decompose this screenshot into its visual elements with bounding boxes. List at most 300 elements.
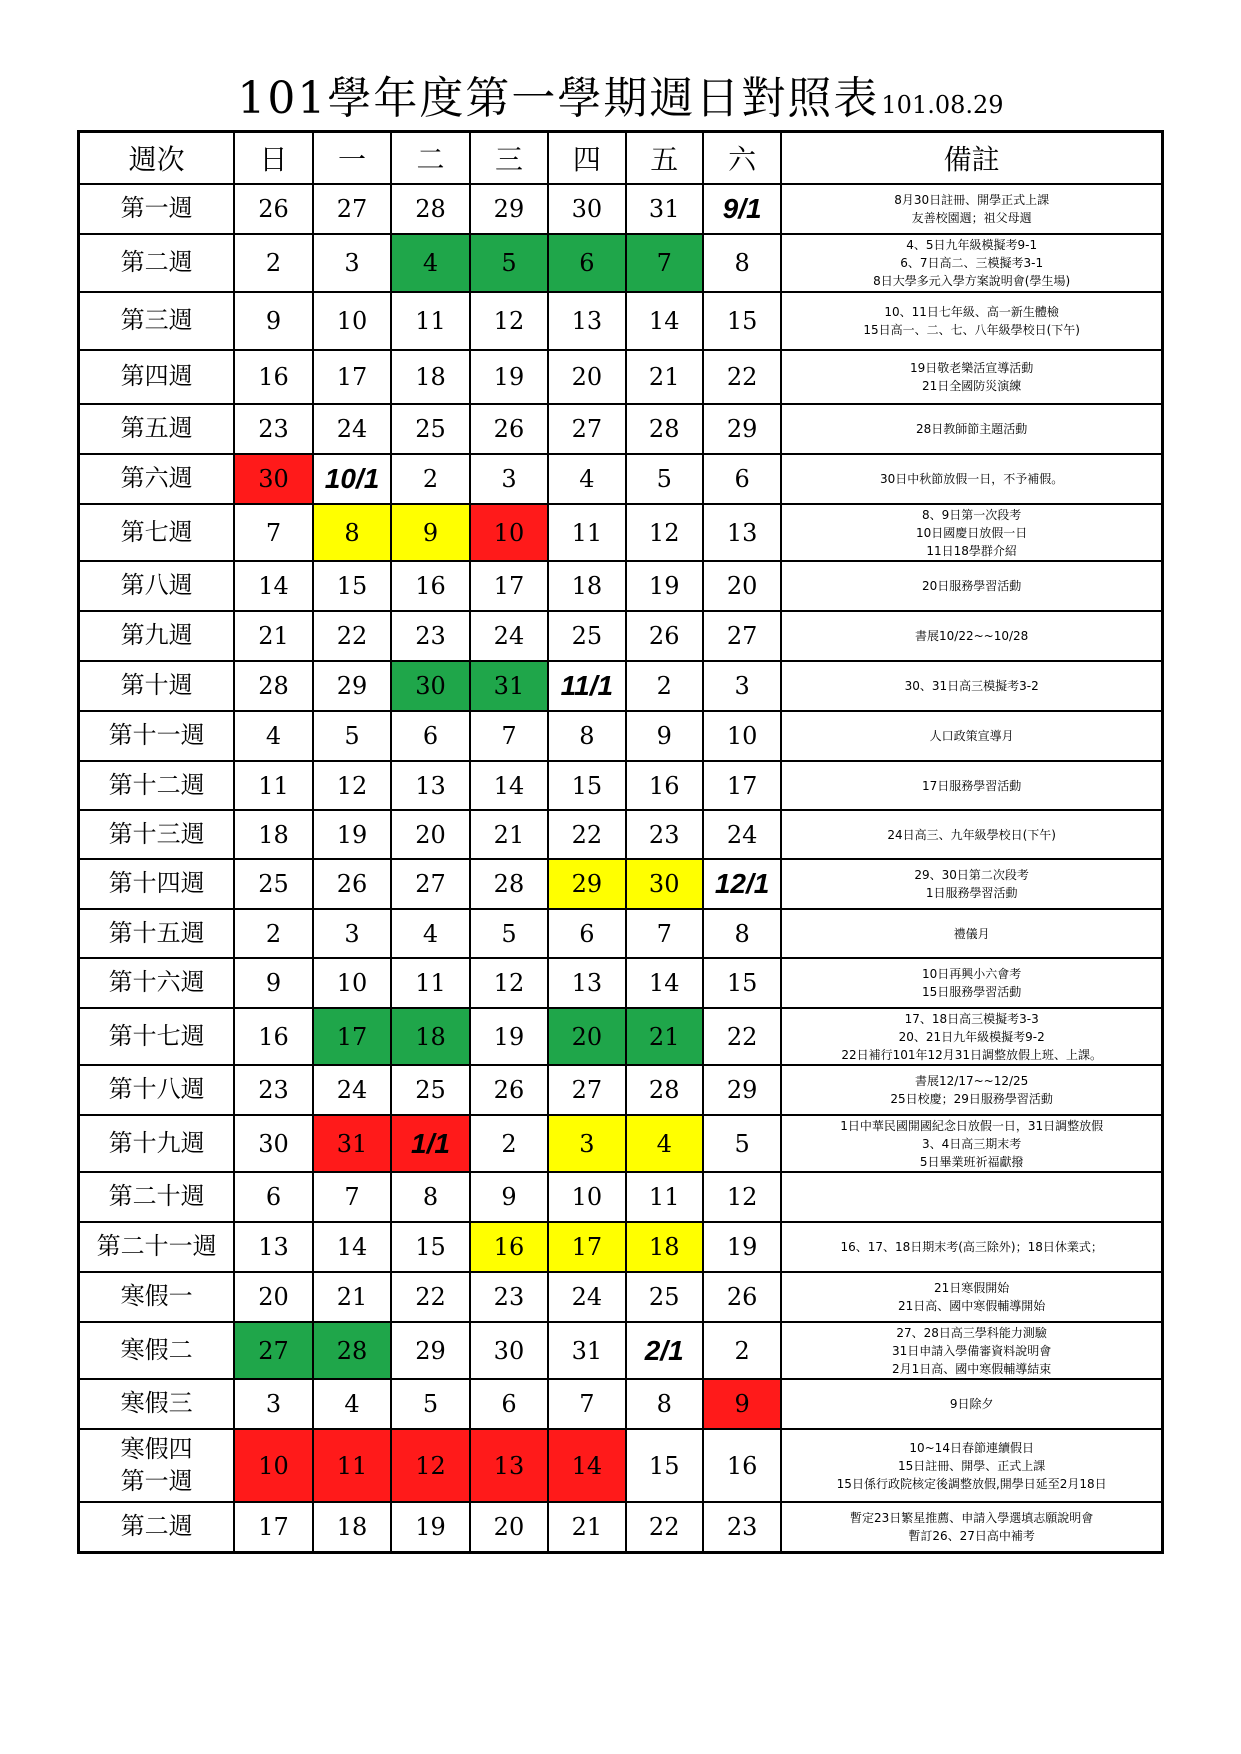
day-cell: 30 (470, 1322, 548, 1379)
week-label (79, 561, 235, 611)
day-cell: 14 (234, 561, 312, 611)
week-label (79, 761, 235, 810)
day-cell: 11 (234, 761, 312, 810)
week-label-line: 寒假四 (120, 1435, 193, 1464)
day-cell: 23 (234, 1065, 312, 1115)
note-line: 30、31日高三模擬考3-2 (904, 679, 1039, 693)
day-cell: 14 (626, 958, 703, 1008)
note-line: 10~14日春節連續假日 (909, 1440, 1034, 1455)
note-line: 21日全國防災演練 (922, 379, 1022, 393)
day-cell: 17 (703, 761, 781, 810)
page-title (0, 62, 1241, 126)
day-cell: 22 (391, 1272, 469, 1322)
day-cell: 9 (470, 1172, 548, 1222)
day-cell: 23 (626, 810, 703, 859)
day-cell: 4 (234, 711, 312, 761)
week-label-line: 第九週 (120, 621, 193, 650)
day-cell: 30 (234, 454, 312, 504)
day-cell: 8 (703, 909, 781, 958)
day-cell: 28 (234, 661, 312, 711)
week-row (79, 611, 1163, 661)
day-cell: 15 (703, 292, 781, 350)
week-label (79, 859, 235, 909)
week-row (79, 909, 1163, 958)
week-row (79, 958, 1163, 1008)
notes-cell (781, 292, 1162, 350)
day-cell: 27 (548, 404, 625, 454)
day-cell: 12 (313, 761, 391, 810)
note-line: 1日服務學習活動 (925, 886, 1018, 900)
day-cell: 25 (548, 611, 625, 661)
notes-cell (781, 1172, 1162, 1222)
day-cell: 9 (703, 1379, 781, 1429)
day-cell: 27 (234, 1322, 312, 1379)
week-calendar-table (77, 130, 1164, 1554)
day-cell: 11 (548, 504, 625, 561)
day-cell: 7 (626, 909, 703, 958)
week-row (79, 761, 1163, 810)
notes-cell (781, 661, 1162, 711)
day-cell: 3 (703, 661, 781, 711)
day-cell: 15 (548, 761, 625, 810)
day-cell: 9 (234, 292, 312, 350)
notes-cell (781, 184, 1162, 234)
day-cell: 8 (391, 1172, 469, 1222)
day-cell: 18 (626, 1222, 703, 1272)
note-line: 禮儀月 (953, 926, 990, 941)
day-cell: 10 (703, 711, 781, 761)
day-cell: 24 (470, 611, 548, 661)
week-row (79, 1272, 1163, 1322)
day-cell: 26 (470, 404, 548, 454)
week-label (79, 350, 235, 404)
day-cell: 3 (470, 454, 548, 504)
header-tue: 二 (391, 132, 469, 185)
header-week: 週次 (79, 132, 235, 185)
note-line: 暫訂26、27日高中補考 (908, 1528, 1035, 1543)
note-line: 暫定23日繁星推薦、申請入學選填志願說明會 (850, 1510, 1094, 1525)
week-row (79, 661, 1163, 711)
day-cell: 12/1 (703, 859, 781, 909)
week-row (79, 1065, 1163, 1115)
day-cell: 8 (703, 234, 781, 292)
day-cell: 31 (313, 1115, 391, 1172)
day-cell: 14 (470, 761, 548, 810)
day-cell: 13 (548, 958, 625, 1008)
note-line: 1日中華民國開國紀念日放假一日，31日調整放假 (840, 1118, 1104, 1133)
note-line: 8日大學多元入學方案說明會(學生場) (873, 274, 1071, 288)
day-cell: 11 (626, 1172, 703, 1222)
day-cell: 13 (548, 292, 625, 350)
day-cell: 6 (234, 1172, 312, 1222)
note-line: 5日畢業班祈福獻撥 (919, 1154, 1024, 1169)
day-cell: 2 (470, 1115, 548, 1172)
day-cell: 16 (391, 561, 469, 611)
note-line: 8月30日註冊、開學正式上課 (894, 193, 1050, 207)
notes-cell (781, 810, 1162, 859)
day-cell: 31 (548, 1322, 625, 1379)
notes-cell (781, 611, 1162, 661)
week-row (79, 234, 1163, 292)
note-line: 15日係行政院核定後調整放假,開學日延至2月18日 (836, 1476, 1107, 1491)
note-line: 友善校園週；祖父母週 (911, 211, 1032, 225)
day-cell: 14 (548, 1429, 625, 1502)
day-cell: 7 (626, 234, 703, 292)
day-cell: 9 (391, 504, 469, 561)
week-label (79, 711, 235, 761)
day-cell: 27 (313, 184, 391, 234)
day-cell: 17 (470, 561, 548, 611)
header-sun: 日 (234, 132, 312, 185)
day-cell: 30 (234, 1115, 312, 1172)
day-cell: 13 (234, 1222, 312, 1272)
week-label (79, 661, 235, 711)
day-cell: 5 (703, 1115, 781, 1172)
note-line: 15日服務學習活動 (922, 985, 1022, 999)
week-label (79, 1008, 235, 1065)
notes-cell (781, 404, 1162, 454)
day-cell: 11 (391, 958, 469, 1008)
day-cell: 10 (313, 958, 391, 1008)
day-cell: 13 (703, 504, 781, 561)
day-cell: 29 (391, 1322, 469, 1379)
day-cell: 10 (548, 1172, 625, 1222)
week-label-line: 第十一週 (108, 721, 205, 750)
day-cell: 21 (470, 810, 548, 859)
day-cell: 4 (626, 1115, 703, 1172)
day-cell: 22 (548, 810, 625, 859)
week-label-line: 寒假三 (120, 1389, 193, 1418)
notes-cell (781, 958, 1162, 1008)
day-cell: 24 (313, 404, 391, 454)
day-cell: 21 (313, 1272, 391, 1322)
note-line: 17日服務學習活動 (922, 778, 1022, 793)
day-cell: 20 (391, 810, 469, 859)
notes-cell (781, 1502, 1162, 1552)
day-cell: 30 (626, 859, 703, 909)
note-line: 15日註冊、開學、正式上課 (898, 1458, 1046, 1473)
day-cell: 28 (626, 404, 703, 454)
day-cell: 3 (313, 234, 391, 292)
day-cell: 30 (391, 661, 469, 711)
day-cell: 26 (626, 611, 703, 661)
week-row (79, 1172, 1163, 1222)
day-cell: 13 (470, 1429, 548, 1502)
day-cell: 31 (470, 661, 548, 711)
day-cell: 6 (470, 1379, 548, 1429)
note-line: 20、21日九年級模擬考9-2 (898, 1029, 1045, 1044)
week-label-line: 第十週 (120, 671, 193, 700)
day-cell: 9/1 (703, 184, 781, 234)
day-cell: 29 (703, 404, 781, 454)
week-row (79, 404, 1163, 454)
day-cell: 21 (548, 1502, 625, 1552)
week-row (79, 1502, 1163, 1552)
week-row (79, 1008, 1163, 1065)
week-label-line: 第八週 (120, 571, 193, 600)
week-label-line: 第十七週 (108, 1021, 205, 1050)
note-line: 4、5日九年級模擬考9-1 (906, 238, 1038, 252)
day-cell: 12 (470, 292, 548, 350)
notes-cell (781, 1222, 1162, 1272)
day-cell: 22 (703, 350, 781, 404)
day-cell: 12 (703, 1172, 781, 1222)
week-row (79, 810, 1163, 859)
notes-cell (781, 1008, 1162, 1065)
day-cell: 21 (626, 350, 703, 404)
notes-cell (781, 1272, 1162, 1322)
week-label-line: 第十八週 (108, 1075, 205, 1104)
week-label-line: 第七週 (120, 517, 193, 546)
day-cell: 18 (313, 1502, 391, 1552)
header-wed: 三 (470, 132, 548, 185)
week-row (79, 1222, 1163, 1272)
week-label-line: 第四週 (120, 362, 193, 391)
week-label (79, 1065, 235, 1115)
day-cell: 24 (313, 1065, 391, 1115)
week-label (79, 234, 235, 292)
week-label (79, 454, 235, 504)
week-row (79, 292, 1163, 350)
day-cell: 2 (391, 454, 469, 504)
notes-cell (781, 1429, 1162, 1502)
day-cell: 14 (626, 292, 703, 350)
day-cell: 5 (470, 909, 548, 958)
day-cell: 16 (234, 1008, 312, 1065)
day-cell: 22 (626, 1502, 703, 1552)
day-cell: 19 (470, 350, 548, 404)
day-cell: 23 (234, 404, 312, 454)
week-label-line: 寒假一 (120, 1282, 193, 1311)
day-cell: 20 (548, 1008, 625, 1065)
week-row (79, 184, 1163, 234)
week-label (79, 810, 235, 859)
day-cell: 18 (391, 1008, 469, 1065)
day-cell: 11 (313, 1429, 391, 1502)
day-cell: 30 (548, 184, 625, 234)
day-cell: 20 (234, 1272, 312, 1322)
note-line: 8、9日第一次段考 (922, 507, 1022, 522)
week-label-line: 第一週 (120, 194, 193, 223)
day-cell: 3 (313, 909, 391, 958)
day-cell: 5 (470, 234, 548, 292)
notes-cell (781, 1115, 1162, 1172)
note-line: 9日除夕 (949, 1397, 994, 1411)
week-label-line: 寒假二 (120, 1335, 193, 1364)
week-label-line: 第十二週 (108, 770, 205, 799)
day-cell: 6 (548, 909, 625, 958)
day-cell: 6 (391, 711, 469, 761)
week-row (79, 504, 1163, 561)
notes-cell (781, 350, 1162, 404)
week-row (79, 561, 1163, 611)
day-cell: 10/1 (313, 454, 391, 504)
note-line: 10日國慶日放假一日 (916, 525, 1028, 540)
week-row (79, 1322, 1163, 1379)
day-cell: 12 (470, 958, 548, 1008)
note-line: 21日高、國中寒假輔導開始 (898, 1299, 1046, 1313)
notes-cell (781, 454, 1162, 504)
day-cell: 13 (391, 761, 469, 810)
day-cell: 18 (391, 350, 469, 404)
day-cell: 2 (234, 909, 312, 958)
week-label (79, 1322, 235, 1379)
day-cell: 25 (391, 1065, 469, 1115)
note-line: 6、7日高二、三模擬考3-1 (900, 256, 1044, 270)
week-label (79, 611, 235, 661)
note-line: 20日服務學習活動 (922, 579, 1022, 593)
week-label-line: 第十五週 (108, 918, 205, 947)
note-line: 人口政策宣導月 (929, 729, 1014, 743)
day-cell: 19 (470, 1008, 548, 1065)
day-cell: 10 (313, 292, 391, 350)
day-cell: 19 (703, 1222, 781, 1272)
day-cell: 15 (626, 1429, 703, 1502)
notes-cell (781, 504, 1162, 561)
header-thu: 四 (548, 132, 625, 185)
day-cell: 16 (626, 761, 703, 810)
week-label (79, 1502, 235, 1552)
title-text: 101學年度第一學期週日對照表 (237, 73, 880, 124)
note-line: 11日18學群介紹 (926, 543, 1017, 558)
day-cell: 23 (391, 611, 469, 661)
note-line: 10、11日七年級、高一新生體檢 (884, 305, 1059, 319)
week-label (79, 1379, 235, 1429)
week-label (79, 1172, 235, 1222)
week-row (79, 350, 1163, 404)
day-cell: 6 (703, 454, 781, 504)
week-label (79, 1429, 235, 1502)
week-label (79, 292, 235, 350)
header-sat: 六 (703, 132, 781, 185)
note-line: 22日補行101年12月31日調整放假上班、上課。 (841, 1047, 1103, 1062)
day-cell: 19 (313, 810, 391, 859)
header-row (79, 132, 1163, 185)
note-line: 19日敬老樂活宣導活動 (910, 361, 1034, 375)
day-cell: 5 (313, 711, 391, 761)
day-cell: 16 (234, 350, 312, 404)
week-label (79, 1272, 235, 1322)
week-label-line: 第六週 (120, 464, 193, 493)
note-line: 15日高一、二、七、八年級學校日(下午) (863, 323, 1080, 337)
day-cell: 23 (703, 1502, 781, 1552)
notes-cell (781, 234, 1162, 292)
week-label (79, 404, 235, 454)
day-cell: 14 (313, 1222, 391, 1272)
week-label-line: 第二十一週 (96, 1232, 217, 1261)
day-cell: 16 (470, 1222, 548, 1272)
notes-cell (781, 859, 1162, 909)
week-label-line: 第十六週 (108, 968, 205, 997)
day-cell: 27 (391, 859, 469, 909)
note-line: 書展12/17~~12/25 (915, 1074, 1029, 1088)
day-cell: 5 (391, 1379, 469, 1429)
day-cell: 12 (391, 1429, 469, 1502)
day-cell: 5 (626, 454, 703, 504)
day-cell: 8 (548, 711, 625, 761)
day-cell: 20 (703, 561, 781, 611)
day-cell: 7 (234, 504, 312, 561)
week-row (79, 454, 1163, 504)
week-row (79, 1379, 1163, 1429)
week-label-line: 第一週 (120, 1466, 193, 1495)
week-row (79, 711, 1163, 761)
notes-cell (781, 909, 1162, 958)
day-cell: 7 (470, 711, 548, 761)
day-cell: 25 (626, 1272, 703, 1322)
day-cell: 12 (626, 504, 703, 561)
day-cell: 19 (391, 1502, 469, 1552)
day-cell: 11/1 (548, 661, 625, 711)
day-cell: 1/1 (391, 1115, 469, 1172)
notes-cell (781, 761, 1162, 810)
day-cell: 31 (626, 184, 703, 234)
week-label-line: 第五週 (120, 414, 193, 443)
day-cell: 11 (391, 292, 469, 350)
header-mon: 一 (313, 132, 391, 185)
week-label (79, 184, 235, 234)
day-cell: 10 (470, 504, 548, 561)
day-cell: 8 (626, 1379, 703, 1429)
week-label (79, 1222, 235, 1272)
week-row (79, 1429, 1163, 1502)
day-cell: 28 (470, 859, 548, 909)
day-cell: 26 (234, 184, 312, 234)
note-line: 3、4日高三期末考 (922, 1136, 1022, 1151)
day-cell: 9 (626, 711, 703, 761)
note-line: 16、17、18日期末考(高三除外)；18日休業式； (840, 1240, 1103, 1254)
day-cell: 24 (703, 810, 781, 859)
note-line: 書展10/22~~10/28 (915, 629, 1029, 643)
notes-cell (781, 1322, 1162, 1379)
week-label-line: 第十三週 (108, 819, 205, 848)
note-line: 29、30日第二次段考 (914, 868, 1029, 882)
title-date: 101.08.29 (881, 91, 1004, 119)
day-cell: 15 (391, 1222, 469, 1272)
day-cell: 23 (470, 1272, 548, 1322)
note-line: 28日教師節主題活動 (916, 422, 1028, 436)
day-cell: 17 (313, 1008, 391, 1065)
day-cell: 21 (626, 1008, 703, 1065)
day-cell: 24 (548, 1272, 625, 1322)
day-cell: 3 (234, 1379, 312, 1429)
week-label-line: 第十四週 (108, 869, 205, 898)
notes-cell (781, 1065, 1162, 1115)
note-line: 10日再興小六會考 (922, 967, 1022, 981)
day-cell: 20 (548, 350, 625, 404)
day-cell: 19 (626, 561, 703, 611)
day-cell: 29 (313, 661, 391, 711)
note-line: 21日寒假開始 (934, 1281, 1010, 1295)
day-cell: 29 (548, 859, 625, 909)
day-cell: 25 (234, 859, 312, 909)
day-cell: 15 (703, 958, 781, 1008)
week-row (79, 1115, 1163, 1172)
note-line: 27、28日高三學科能力測驗 (896, 1325, 1047, 1340)
header-notes: 備註 (781, 132, 1162, 185)
day-cell: 26 (703, 1272, 781, 1322)
day-cell: 16 (703, 1429, 781, 1502)
day-cell: 2 (626, 661, 703, 711)
week-label (79, 1115, 235, 1172)
day-cell: 3 (548, 1115, 625, 1172)
day-cell: 15 (313, 561, 391, 611)
notes-cell (781, 561, 1162, 611)
week-label-line: 第三週 (120, 306, 193, 335)
week-label (79, 958, 235, 1008)
day-cell: 18 (548, 561, 625, 611)
day-cell: 4 (391, 234, 469, 292)
